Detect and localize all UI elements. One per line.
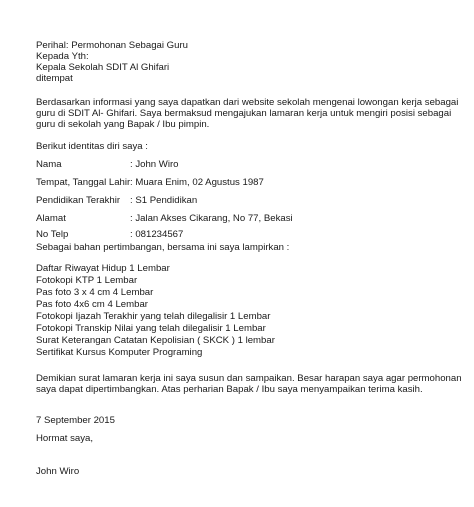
identity-label: No Telp	[36, 229, 69, 240]
intro-line: guru di SDIT Al- Ghifari. Saya bermaksud mengajukan lamaran kerja untuk mengiri posisi sebagai	[36, 108, 452, 119]
identity-value: : 081234567	[130, 229, 184, 240]
identity-label: Tempat, Tanggal Lahir	[36, 177, 131, 188]
identity-label: Alamat	[36, 213, 66, 224]
addressee-place: ditempat	[36, 73, 73, 84]
identity-value: : Muara Enim, 02 Agustus 1987	[130, 177, 264, 188]
closing-regards: Hormat saya,	[36, 433, 94, 444]
identity-value: : John Wiro	[130, 159, 179, 170]
attachment-item: Fotokopi KTP 1 Lembar	[36, 275, 138, 286]
attachments-heading: Sebagai bahan pertimbangan, bersama ini saya lampirkan :	[36, 242, 290, 253]
attachment-item: Pas foto 4x6 cm 4 Lembar	[36, 299, 148, 310]
identity-label: Pendidikan Terakhir	[36, 195, 121, 206]
signatory-name: John Wiro	[36, 466, 80, 477]
identity-heading: Berikut identitas diri saya :	[36, 141, 148, 152]
attachment-item: Fotokopi Ijazah Terakhir yang telah dilegalisir 1 Lembar	[36, 311, 271, 322]
closing-line: Demikian surat lamaran kerja ini saya susun dan sampaikan. Besar harapan saya agar permohonan	[36, 373, 462, 384]
attachment-item: Pas foto 3 x 4 cm 4 Lembar	[36, 287, 154, 298]
addressee-recipient: Kepala Sekolah SDIT Al Ghifari	[36, 62, 170, 73]
identity-value: : Jalan Akses Cikarang, No 77, Bekasi	[130, 213, 293, 224]
subject-line: Perihal: Permohonan Sebagai Guru	[36, 40, 188, 51]
attachment-item: Daftar Riwayat Hidup 1 Lembar	[36, 263, 170, 274]
identity-value: : S1 Pendidikan	[130, 195, 198, 206]
attachment-item: Surat Keterangan Catatan Kepolisian ( SKCK ) 1 lembar	[36, 335, 275, 346]
identity-label: Nama	[36, 159, 62, 170]
addressee-salutation: Kepada Yth:	[36, 51, 89, 62]
intro-line: Berdasarkan informasi yang saya dapatkan dari website sekolah mengenai lowongan kerja sebagai	[36, 97, 459, 108]
closing-line: saya dapat dipertimbangkan. Atas perharian Bapak / Ibu saya menyampaikan terima kasih.	[36, 384, 423, 395]
attachment-item: Fotokopi Transkip Nilai yang telah dilegalisir 1 Lembar	[36, 323, 266, 334]
letter-date: 7 September 2015	[36, 415, 115, 426]
intro-line: guru di sekolah yang Bapak / Ibu pimpin.	[36, 119, 210, 130]
attachment-item: Sertifikat Kursus Komputer Programing	[36, 347, 203, 358]
